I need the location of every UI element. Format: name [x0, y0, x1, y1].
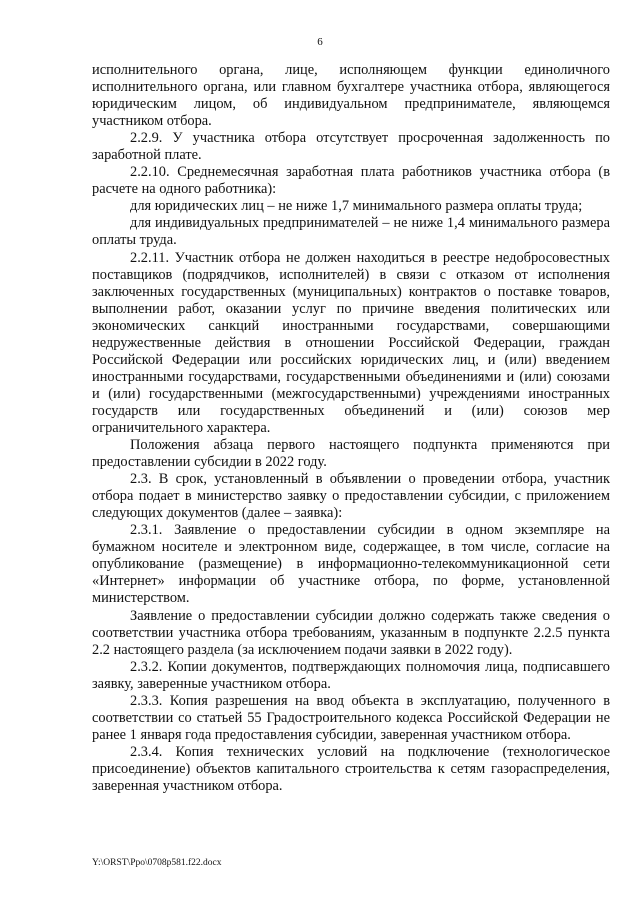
paragraph: исполнительного органа, лице, исполняющем функции единоличного исполнительного органа, или главном бухгалтере участника отбора, являющегося юридическим лицом, об индивидуальном предпринимателе, являющемся участником отбора.	[92, 62, 610, 130]
document-body	[92, 62, 610, 795]
paragraph: 2.2.10. Среднемесячная заработная плата работников участника отбора (в расчете на одного работника):	[92, 164, 610, 198]
file-path-footer: Y:\ORST\Ppo\0708p581.f22.docx	[92, 858, 222, 868]
page-number: 6	[317, 36, 323, 48]
paragraph: 2.2.9. У участника отбора отсутствует просроченная задолженность по заработной плате.	[92, 130, 610, 164]
paragraph: Положения абзаца первого настоящего подпункта применяются при предоставлении субсидии в 2022 году.	[92, 437, 610, 471]
paragraph: 2.3.1. Заявление о предоставлении субсидии в одном экземпляре на бумажном носителе и электронном виде, содержащее, в том числе, согласие на опубликование (размещение) в информационно-телекоммуникационной сети «Интернет» информации об участнике отбора, по форме, установленной министерством.	[92, 522, 610, 607]
paragraph: 2.3. В срок, установленный в объявлении о проведении отбора, участник отбора подает в министерство заявку о предоставлении субсидии, с приложением следующих документов (далее – заявка):	[92, 471, 610, 522]
paragraph: 2.3.3. Копия разрешения на ввод объекта в эксплуатацию, полученного в соответствии со статьей 55 Градостроительного кодекса Российской Федерации не ранее 1 января года предоставления субсидии, заверенная участником отбора.	[92, 692, 610, 743]
paragraph: для юридических лиц – не ниже 1,7 минимального размера оплаты труда;	[130, 198, 583, 215]
paragraph: Заявление о предоставлении субсидии должно содержать также сведения о соответствии участника отбора требованиям, указанным в подпункте 2.2.5 пункта 2.2 настоящего раздела (за исключением подачи заявки в 2022 году).	[92, 607, 610, 658]
paragraph: 2.3.4. Копия технических условий на подключение (технологическое присоединение) объектов капитального строительства к сетям газораспределения, заверенная участником отбора.	[92, 743, 610, 794]
paragraph: 2.3.2. Копии документов, подтверждающих полномочия лица, подписавшего заявку, заверенные участником отбора.	[92, 658, 610, 692]
paragraph: для индивидуальных предпринимателей – не ниже 1,4 минимального размера оплаты труда.	[92, 215, 610, 249]
paragraph: 2.2.11. Участник отбора не должен находиться в реестре недобросовестных поставщиков (подрядчиков, исполнителей) в связи с отказом от исполнения заключенных государственных (муниципальных) контрактов о поставке товаров, выполнении работ, оказании услуг по причине введения политических или экономических санкций иностранными государствами, совершающими недружественные действия в отношении Российской Федерации, граждан Российской Федерации или российских юридических лиц, и (или) введением иностранными государствами, государственными объединениями и (или) союзами и (или) государственными (межгосударственными) учреждениями иностранных государств или государственных объединений и (или) союзов мер ограничительного характера.	[92, 249, 610, 436]
